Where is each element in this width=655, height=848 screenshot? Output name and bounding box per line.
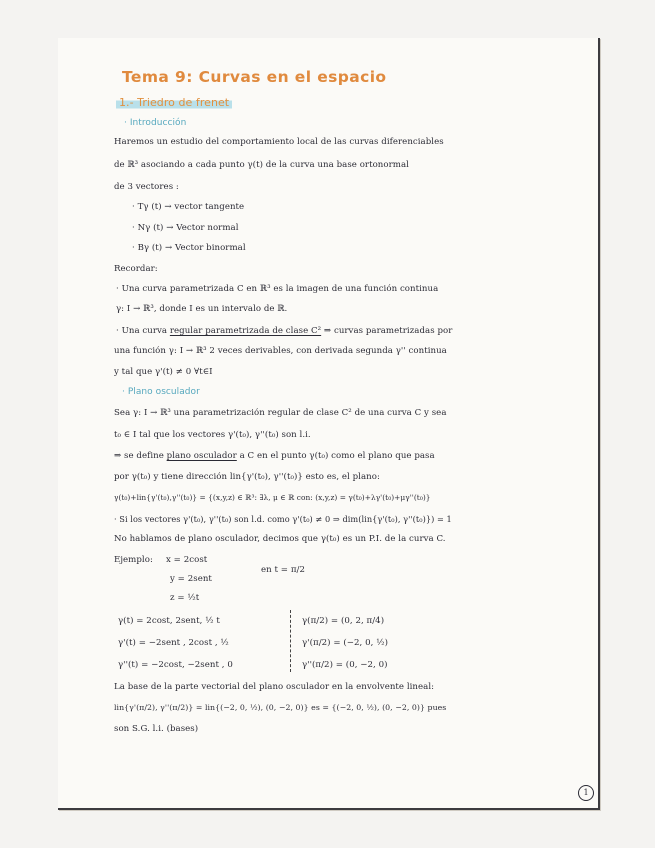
vector-item-tangente: · Tγ (t) → vector tangente [132,202,245,212]
deriv-right: γ(π/2) = (0, 2, π/4) [302,616,385,626]
subsection-plano-osculador: · Plano osculador [122,387,200,397]
section-heading-text: 1.- Triedro de frenet [116,96,232,109]
define-prefix: ⇒ se define [114,451,167,461]
deriv-left: γ(t) = 2cost, 2sent, ½ t [118,616,220,626]
regular-underlined: regular parametrizada de clase C² [169,326,322,336]
ejemplo-x: x = 2cost [166,555,208,565]
ejemplo-z: z = ½t [170,593,200,603]
base-line: La base de la parte vectorial del plano osculador en la envolvente lineal: [114,682,435,692]
section-heading [116,96,232,109]
deriv-right: γ''(π/2) = (0, −2, 0) [302,660,388,670]
intro-line: de ℝ³ asociando a cada punto γ(t) de la curva una base ortonormal [114,160,409,170]
define-line-2: por γ(t₀) y tiene dirección lin{γ'(t₀), γ''(t₀)} esto es, el plano: [114,472,380,482]
page-number: 1 [578,785,594,801]
plano-line: Sea γ: I → ℝ³ una parametrización regular de clase C² de una curva C y sea [114,408,447,418]
deriv-left: γ'(t) = −2sent , 2cost , ½ [118,638,229,648]
dependientes-line: · Si los vectores γ'(t₀), γ''(t₀) son l.d. como γ'(t₀) ≠ 0 ⇒ dim(lin{γ'(t₀), γ''(t₀)}) = 1 [114,514,452,524]
base-line: son S.G. l.i. (bases) [114,724,199,734]
no-hablamos-line: No hablamos de plano osculador, decimos que γ(t₀) es un P.I. de la curva C. [114,534,446,544]
ejemplo-y: y = 2sent [170,574,212,584]
notebook-page [58,38,600,810]
vector-item-binormal: · Bγ (t) → Vector binormal [132,243,246,253]
define-line [114,451,435,461]
deriv-left: γ''(t) = −2cost, −2sent , 0 [118,660,233,670]
define-suffix: a C en el punto γ(t₀) como el plano que pasa [236,451,435,461]
regular-suffix: ⇒ curvas parametrizadas por [321,326,453,336]
recordar-label: Recordar: [114,264,158,274]
intro-line: Haremos un estudio del comportamiento local de las curvas diferenciables [114,137,444,147]
regular-line [116,326,452,336]
define-line-3: γ(t₀)+lin{γ'(t₀),γ''(t₀)} = {(x,y,z) ∈ ℝ³: ∃λ, μ ∈ ℝ con: (x,y,z) = γ(t₀)+λγ'(t₀)+μγ''(t₀)} [114,493,431,502]
regular-prefix: · Una curva [116,326,170,336]
page-title: Tema 9: Curvas en el espacio [122,68,387,86]
recordar-line: · Una curva parametrizada C en ℝ³ es la imagen de una función continua [116,284,439,294]
ejemplo-label: Ejemplo: [114,555,153,565]
define-underlined: plano osculador [166,451,237,461]
deriv-right: γ'(π/2) = (−2, 0, ½) [302,638,388,648]
subsection-introduccion: · Introducción [124,118,187,128]
vector-item-normal: · Nγ (t) → Vector normal [132,223,239,233]
regular-line-2: una función γ: I → ℝ³ 2 veces derivables, con derivada segunda γ'' continua [114,346,447,356]
ejemplo-en: en t = π/2 [261,565,305,575]
column-separator [290,610,291,672]
recordar-line: γ: I → ℝ³, donde I es un intervalo de ℝ. [116,304,288,314]
base-line: lin{γ'(π/2), γ''(π/2)} = lin{(−2, 0, ½), (0, −2, 0)} es = {(−2, 0, ½), (0, −2, 0)} pues [114,703,447,712]
regular-line-3: y tal que γ'(t) ≠ 0 ∀t∈I [114,367,213,377]
intro-line: de 3 vectores : [114,182,179,192]
plano-line: t₀ ∈ I tal que los vectores γ'(t₀), γ''(t₀) son l.i. [114,430,311,440]
